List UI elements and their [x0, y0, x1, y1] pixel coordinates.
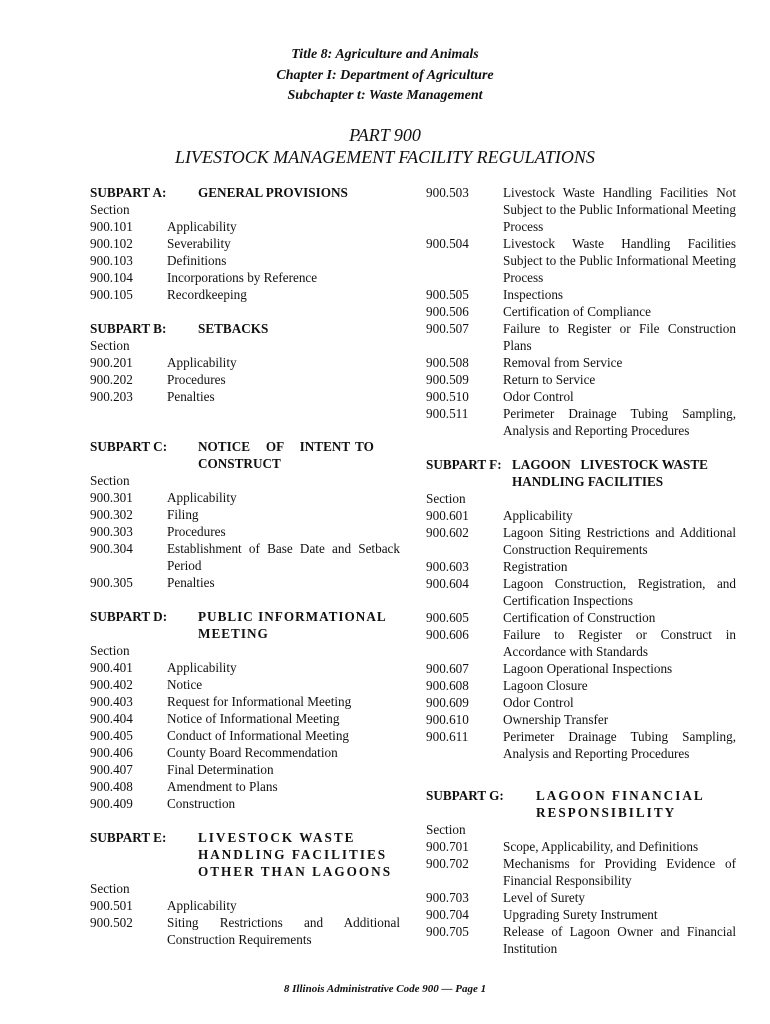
section-number: 900.104 [90, 270, 133, 285]
section-number: 900.509 [426, 372, 469, 387]
section-number: 900.406 [90, 745, 133, 760]
section-number: 900.604 [426, 576, 469, 591]
section-title: Recordkeeping [167, 287, 247, 302]
subpart-b-heading: SUBPART B: SETBACKS [90, 321, 269, 336]
section-title: Lagoon Siting Restrictions and Additional Construction Requirements [503, 525, 736, 557]
section-title: Failure to Register or Construct in Accordance with Standards [503, 627, 736, 659]
subpart-c-list [90, 489, 400, 591]
section-number: 900.403 [90, 694, 133, 709]
section-entry [90, 371, 400, 388]
section-number: 900.609 [426, 695, 469, 710]
section-entry [90, 659, 400, 676]
section-entry [426, 626, 736, 660]
section-number: 900.103 [90, 253, 133, 268]
section-title: Livestock Waste Handling Facilities Subject to the Public Informational Meeting Process [503, 236, 736, 285]
subpart-a-list [90, 218, 400, 303]
section-number: 900.305 [90, 575, 133, 590]
section-entry [426, 889, 736, 906]
section-title: Inspections [503, 287, 564, 302]
section-number: 900.606 [426, 627, 469, 642]
section-title: Applicability [167, 660, 237, 675]
section-number: 900.303 [90, 524, 133, 539]
section-entry [426, 388, 736, 405]
section-title: Upgrading Surety Instrument [503, 907, 658, 922]
section-number: 900.508 [426, 355, 469, 370]
section-number: 900.704 [426, 907, 469, 922]
section-entry [90, 795, 400, 812]
section-number: 900.503 [426, 185, 469, 200]
section-title: Siting Restrictions and Additional Construction Requirements [167, 915, 400, 947]
section-title: Filing [167, 507, 199, 522]
section-title: Request for Informational Meeting [167, 694, 352, 709]
part-number: PART 900 [349, 125, 421, 145]
section-number: 900.507 [426, 321, 469, 336]
section-number: 900.201 [90, 355, 133, 370]
section-number: 900.401 [90, 660, 133, 675]
section-label: Section [90, 881, 130, 896]
section-entry [426, 558, 736, 575]
section-title: Final Determination [167, 762, 274, 777]
section-title: Applicability [167, 898, 237, 913]
section-title: Procedures [167, 372, 226, 387]
subpart-d-heading: SUBPART D: PUBLIC INFORMATIONAL MEETING [90, 609, 386, 641]
section-title: Conduct of Informational Meeting [167, 728, 350, 743]
section-number: 900.301 [90, 490, 133, 505]
header-subchapter: Subchapter t: Waste Management [287, 88, 483, 103]
section-number: 900.304 [90, 541, 133, 556]
section-label: Section [90, 473, 130, 488]
section-title: Applicability [167, 490, 237, 505]
section-title: Notice of Informational Meeting [167, 711, 340, 726]
section-title: Level of Surety [503, 890, 586, 905]
subpart-a-heading: SUBPART A: GENERAL PROVISIONS [90, 185, 348, 200]
section-number: 900.608 [426, 678, 469, 693]
section-number: 900.703 [426, 890, 469, 905]
section-number: 900.603 [426, 559, 469, 574]
section-entry [90, 744, 400, 761]
subpart-d-list [90, 659, 400, 812]
subpart-g-heading: SUBPART G: LAGOON FINANCIAL RESPONSIBILITY [426, 788, 704, 820]
section-entry [90, 388, 400, 405]
section-entry [426, 286, 736, 303]
header-title: Title 8: Agriculture and Animals [291, 47, 479, 62]
section-title: Return to Service [503, 372, 596, 387]
section-number: 900.101 [90, 219, 133, 234]
section-entry [426, 371, 736, 388]
subpart-f-heading: SUBPART F: LAGOON LIVESTOCK WASTE HANDLING FACILITIES [426, 457, 712, 489]
part-name: LIVESTOCK MANAGEMENT FACILITY REGULATIONS [175, 147, 595, 167]
section-number: 900.501 [90, 898, 133, 913]
section-number: 900.405 [90, 728, 133, 743]
subpart-e-list-a [90, 897, 400, 948]
section-entry [426, 677, 736, 694]
section-entry [426, 303, 736, 320]
section-title: Failure to Register or File Construction Plans [503, 321, 736, 353]
section-title: Livestock Waste Handling Facilities Not Subject to the Public Informational Meeting Process [503, 185, 736, 234]
section-label: Section [90, 338, 130, 353]
section-number: 900.601 [426, 508, 469, 523]
section-number: 900.506 [426, 304, 469, 319]
section-number: 900.611 [426, 729, 469, 744]
section-number: 900.701 [426, 839, 469, 854]
section-entry [426, 711, 736, 728]
section-entry [90, 286, 400, 303]
section-title: Certification of Compliance [503, 304, 651, 319]
section-entry [90, 897, 400, 914]
section-entry [90, 269, 400, 286]
subpart-b-list [90, 354, 400, 405]
section-title: Applicability [167, 355, 237, 370]
section-number: 900.102 [90, 236, 133, 251]
section-entry [90, 252, 400, 269]
section-label: Section [90, 202, 130, 217]
section-title: Lagoon Operational Inspections [503, 661, 673, 676]
section-title: Odor Control [503, 389, 574, 404]
section-entry [90, 506, 400, 523]
section-entry [426, 405, 736, 439]
section-entry [90, 778, 400, 795]
section-entry [426, 507, 736, 524]
section-number: 900.203 [90, 389, 133, 404]
section-number: 900.404 [90, 711, 133, 726]
section-entry [90, 710, 400, 727]
section-number: 900.511 [426, 406, 469, 421]
section-title: Applicability [167, 219, 237, 234]
section-entry [426, 235, 736, 286]
section-title: Penalties [167, 575, 215, 590]
section-number: 900.607 [426, 661, 469, 676]
section-entry [426, 660, 736, 677]
section-entry [426, 694, 736, 711]
section-title: Odor Control [503, 695, 574, 710]
subpart-e-list-b [426, 184, 736, 439]
section-number: 900.702 [426, 856, 469, 871]
section-label: Section [426, 822, 466, 837]
section-title: Scope, Applicability, and Definitions [503, 839, 699, 854]
section-entry [426, 320, 736, 354]
section-entry [426, 575, 736, 609]
section-number: 900.402 [90, 677, 133, 692]
section-title: Establishment of Base Date and Setback Period [167, 541, 400, 573]
section-title: Release of Lagoon Owner and Financial Institution [503, 924, 736, 956]
section-number: 900.602 [426, 525, 469, 540]
section-title: Amendment to Plans [167, 779, 278, 794]
section-entry [90, 727, 400, 744]
section-entry [90, 693, 400, 710]
section-number: 900.105 [90, 287, 133, 302]
subpart-f-list [426, 507, 736, 762]
section-title: Perimeter Drainage Tubing Sampling, Analysis and Reporting Procedures [503, 406, 736, 438]
section-title: Ownership Transfer [503, 712, 609, 727]
section-title: Incorporations by Reference [167, 270, 318, 285]
section-title: Certification of Construction [503, 610, 656, 625]
section-entry [90, 489, 400, 506]
section-entry [426, 728, 736, 762]
section-number: 900.408 [90, 779, 133, 794]
section-number: 900.510 [426, 389, 469, 404]
section-title: Severability [167, 236, 231, 251]
section-title: Removal from Service [503, 355, 623, 370]
section-entry [426, 184, 736, 235]
section-entry [90, 574, 400, 591]
subpart-e-heading: SUBPART E: LIVESTOCK WASTE HANDLING FACILITIES OTHER THAN LAGOONS [90, 830, 393, 879]
section-entry [90, 523, 400, 540]
section-label: Section [90, 643, 130, 658]
section-entry [426, 906, 736, 923]
section-title: Procedures [167, 524, 226, 539]
section-title: County Board Recommendation [167, 745, 338, 760]
section-title: Construction [167, 796, 236, 811]
toc-left-column [90, 184, 400, 948]
section-entry [426, 524, 736, 558]
subpart-g-list [426, 838, 736, 957]
section-number: 900.409 [90, 796, 133, 811]
section-title: Registration [503, 559, 568, 574]
section-title: Mechanisms for Providing Evidence of Financial Responsibility [503, 856, 736, 888]
section-entry [426, 855, 736, 889]
section-number: 900.605 [426, 610, 469, 625]
toc-right-column [426, 184, 736, 957]
section-title: Penalties [167, 389, 215, 404]
section-entry [90, 914, 400, 948]
section-entry [426, 609, 736, 626]
section-number: 900.610 [426, 712, 469, 727]
section-label: Section [426, 491, 466, 506]
section-number: 900.202 [90, 372, 133, 387]
section-entry [426, 923, 736, 957]
section-title: Lagoon Construction, Registration, and Certification Inspections [503, 576, 736, 608]
section-number: 900.504 [426, 236, 469, 251]
section-title: Notice [167, 677, 203, 692]
page-footer: 8 Illinois Administrative Code 900 — Page 1 [283, 983, 487, 995]
section-number: 900.407 [90, 762, 133, 777]
section-entry [90, 761, 400, 778]
section-entry [90, 218, 400, 235]
section-title: Lagoon Closure [503, 678, 588, 693]
section-entry [90, 540, 400, 574]
section-entry [90, 354, 400, 371]
section-title: Definitions [167, 253, 227, 268]
section-entry [90, 676, 400, 693]
section-title: Perimeter Drainage Tubing Sampling, Analysis and Reporting Procedures [503, 729, 736, 761]
header-chapter: Chapter I: Department of Agriculture [276, 68, 494, 83]
section-number: 900.705 [426, 924, 469, 939]
section-title: Applicability [503, 508, 573, 523]
section-entry [90, 235, 400, 252]
section-entry [426, 354, 736, 371]
subpart-c-heading: SUBPART C: NOTICE OF INTENT TO CONSTRUCT [90, 439, 380, 471]
section-number: 900.505 [426, 287, 469, 302]
section-entry [426, 838, 736, 855]
section-number: 900.302 [90, 507, 133, 522]
section-number: 900.502 [90, 915, 133, 930]
